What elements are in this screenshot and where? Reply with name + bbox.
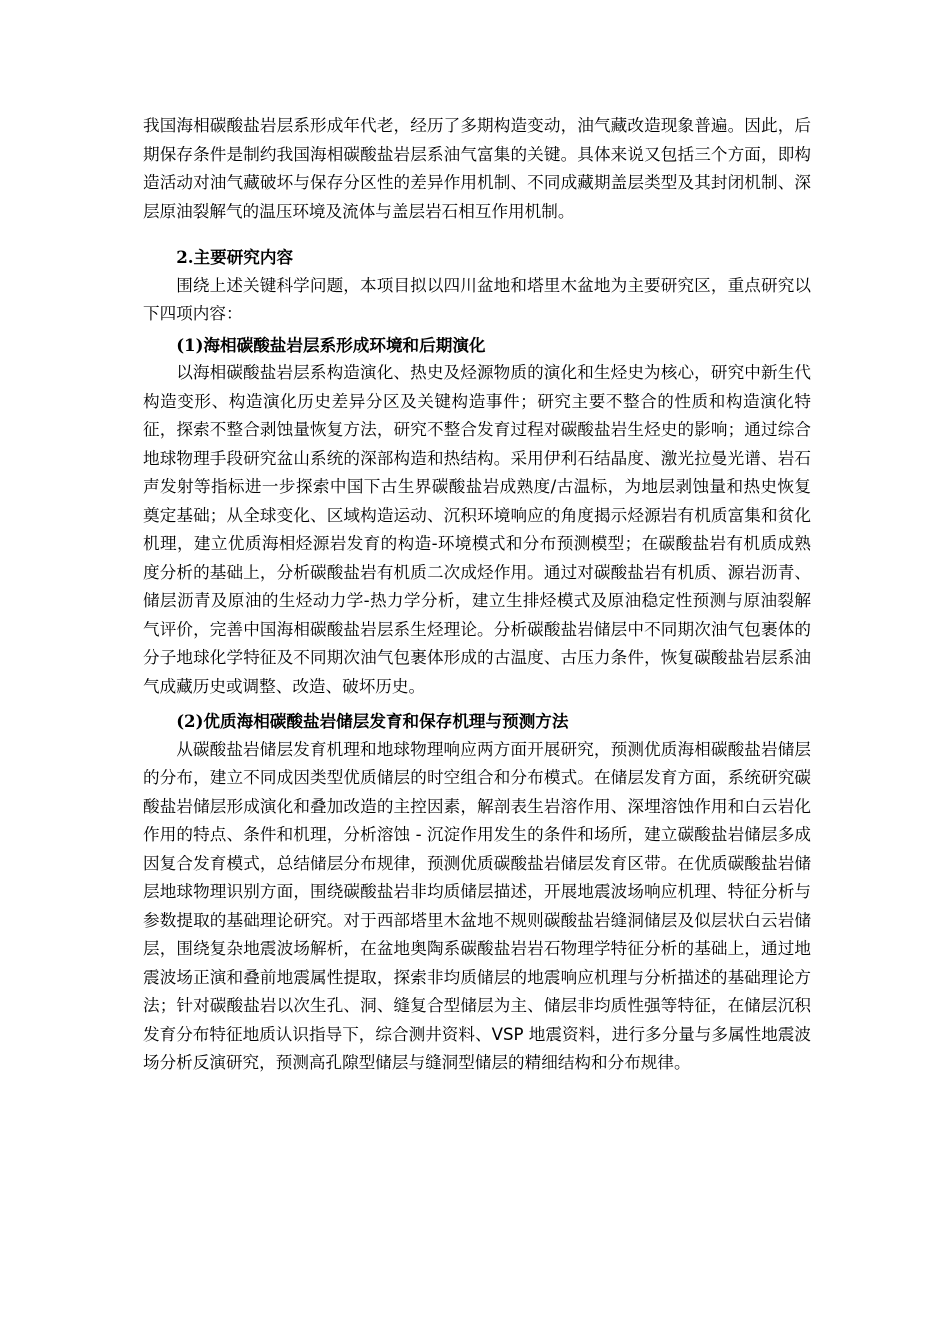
section-intro-paragraph: 围绕上述关键科学问题，本项目拟以四川盆地和塔里木盆地为主要研究区，重点研究以下四项内容： [143,275,811,323]
intro-paragraph: 我国海相碳酸盐岩层系形成年代老，经历了多期构造变动，油气藏改造现象普遍。因此，后期保存条件是制约我国海相碳酸盐岩层系油气富集的关键。具体来说又包括三个方面，即构造活动对油气藏破坏与保存分区性的差异作用机制、不同成藏期盖层类型及其封闭机制、深层原油裂解气的温压环境及流体与盖层岩石相互作用机制。 [143,116,811,221]
subsection-body-1: 以海相碳酸盐岩层系构造演化、热史及烃源物质的演化和生烃史为核心，研究中新生代构造变形、构造演化历史差异分区及关键构造事件；研究主要不整合的性质和构造演化特征，探索不整合剥蚀量恢复方法，研究不整合发育过程对碳酸盐岩生烃史的影响；通过综合地球物理手段研究盆山系统的深部构造和热结构。采用伊利石结晶度、激光拉曼光谱、岩石声发射等指标进一步探索中国下古生界碳酸盐岩成熟度/古温标，为地层剥蚀量和热史恢复奠定基础；从全球变化、区域构造运动、沉积环境响应的角度揭示烃源岩有机质富集和贫化机理，建立优质海相烃源岩发育的构造-环境模式和分布预测模型；在碳酸盐岩有机质成熟度分析的基础上，分析碳酸盐岩有机质二次成烃作用。通过对碳酸盐岩有机质、源岩沥青、储层沥青及原油的生烃动力学-热力学分析，建立生排烃模式及原油稳定性预测与原油裂解气评价，完善中国海相碳酸盐岩层系生烃理论。分析碳酸盐岩储层中不同期次油气包裹体的分子地球化学特征及不同期次油气包裹体形成的古温度、古压力条件，恢复碳酸盐岩层系油气成藏历史或调整、改造、破坏历史。 [143,363,811,696]
document-body [143,112,811,1078]
section-heading-main-research: 2.主要研究内容 [176,247,294,267]
subsection-heading-2: (2)优质海相碳酸盐岩储层发育和保存机理与预测方法 [176,711,569,731]
subsection-body-2: 从碳酸盐岩储层发育机理和地球物理响应两方面开展研究，预测优质海相碳酸盐岩储层的分布，建立不同成因类型优质储层的时空组合和分布模式。在储层发育方面，系统研究碳酸盐岩储层形成演化和叠加改造的主控因素，解剖表生岩溶作用、深埋溶蚀作用和白云岩化作用的特点、条件和机理，分析溶蚀 - 沉淀作用发生的条件和场所，建立碳酸盐岩储层多成因复合发育模式，总结储层分布规律，预测优质碳酸盐岩储层发育区带。在优质碳酸盐岩储层地球物理识别方面，围绕碳酸盐岩非均质储层描述，开展地震波场响应机理、特征分析与参数提取的基础理论研究。对于西部塔里木盆地不规则碳酸盐岩缝洞储层及似层状白云岩储层，围绕复杂地震波场解析，在盆地奥陶系碳酸盐岩岩石物理学特征分析的基础上，通过地震波场正演和叠前地震属性提取，探索非均质储层的地震响应机理与分析描述的基础理论方法；针对碳酸盐岩以次生孔、洞、缝复合型储层为主、储层非均质性强等特征，在储层沉积发育分布特征地质认识指导下，综合测井资料、VSP 地震资料，进行多分量与多属性地震波场分析反演研究，预测高孔隙型储层与缝洞型储层的精细结构和分布规律。 [143,739,811,1072]
subsection-heading-1: (1)海相碳酸盐岩层系形成环境和后期演化 [176,334,486,355]
